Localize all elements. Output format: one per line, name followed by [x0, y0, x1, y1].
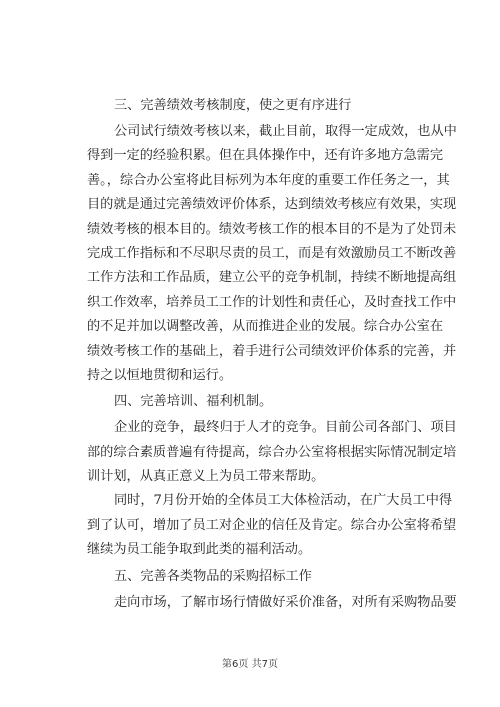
- paragraph-line: 善。，综合办公室将此目标列为本年度的重要工作任务之一，其: [87, 172, 450, 188]
- paragraph-line: 训计划，从真正意义上为员工带来帮助。: [87, 469, 325, 485]
- paragraph-line: 走向市场，了解市场行情做好采价准备，对所有采购物品要: [114, 594, 457, 610]
- paragraph-line: 织工作效率，培养员工工作的计划性和责任心，及时查找工作中: [87, 294, 457, 310]
- paragraph-line: 企业的竞争，最终归于人才的竞争。目前公司各部门、项目: [114, 420, 457, 436]
- paragraph-line: 绩效考核的根本目的。绩效考核工作的根本目的不是为了处罚未: [87, 221, 457, 237]
- section-heading-5: 五、完善各类物品的采购招标工作: [114, 568, 312, 584]
- paragraph-line: 得到一定的经验积累。但在具体操作中，还有许多地方急需完: [87, 148, 444, 164]
- paragraph-line: 完成工作指标和不尽职尽责的员工，而是有效激励员工不断改善: [87, 245, 457, 261]
- document-body: [87, 92, 457, 615]
- paragraph-line: 工作方法和工作品质，建立公平的竞争机制，持续不断地提高组: [87, 270, 457, 286]
- paragraph-line: 公司试行绩效考核以来，截止目前，取得一定成效，也从中: [114, 124, 457, 139]
- section-heading-3: 三、完善绩效考核制度，使之更有序进行: [114, 98, 352, 113]
- paragraph-line: 部的综合素质普遍有待提高，综合办公室将根据实际情况制定培: [87, 444, 457, 460]
- paragraph-line: 的不足并加以调整改善，从而推进企业的发展。综合办公室在: [87, 319, 444, 335]
- page-number-footer: 第6页 共7页: [222, 659, 278, 670]
- paragraph-line: 继续为员工能争取到此类的福利活动。: [87, 542, 312, 558]
- paragraph-line: 目的就是通过完善绩效评价体系，达到绩效考核应有效果，实现: [87, 197, 457, 213]
- paragraph-line: 同时，7月份开始的全体员工大体检活动，在广大员工中得: [114, 493, 453, 509]
- paragraph-line: 绩效考核工作的基础上，着手进行公司绩效评价体系的完善，并: [87, 343, 457, 359]
- section-heading-4: 四、完善培训、福利机制。: [114, 394, 273, 410]
- paragraph-line: 到了认可，增加了员工对企业的信任及肯定。综合办公室将希望: [87, 517, 457, 533]
- paragraph-line: 持之以恒地贯彻和运行。: [87, 367, 233, 383]
